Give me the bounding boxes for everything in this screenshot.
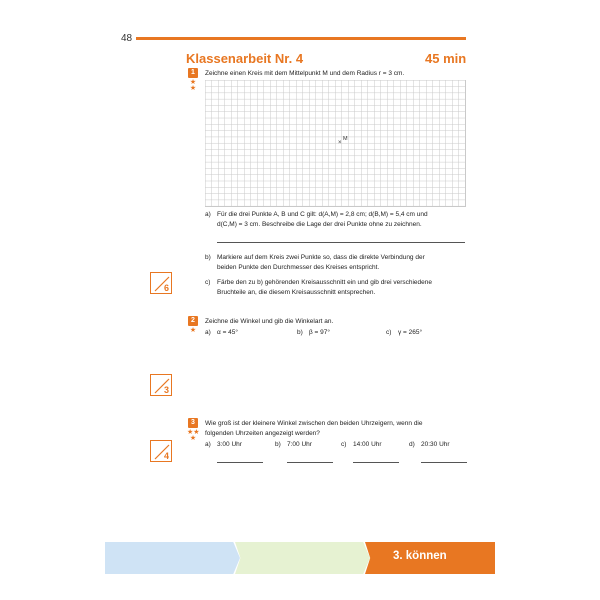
points-value-task3: 4 bbox=[163, 451, 169, 461]
point-m-label: M bbox=[343, 136, 348, 142]
task2-b-text: β = 97° bbox=[309, 329, 330, 336]
task2-a-text: α = 45° bbox=[217, 329, 238, 336]
points-box-task2[interactable] bbox=[150, 374, 172, 396]
points-box-task1[interactable] bbox=[150, 272, 172, 294]
task3-c-text: 14:00 Uhr bbox=[353, 441, 382, 448]
drawing-grid[interactable] bbox=[205, 80, 466, 207]
task2-b-label: b) bbox=[297, 329, 303, 336]
task3-instruction-1: Wie groß ist der kleinere Winkel zwischen den beiden Uhrzeigern, wenn die bbox=[205, 420, 423, 427]
task1-instruction: Zeichne einen Kreis mit dem Mittelpunkt M und dem Radius r = 3 cm. bbox=[205, 70, 405, 77]
task3-d-label: d) bbox=[409, 441, 415, 448]
task-number-3: 3 bbox=[188, 418, 198, 428]
page-number: 48 bbox=[121, 33, 133, 44]
task1-b-label: b) bbox=[205, 254, 211, 261]
task1-c-text-1: Färbe den zu b) gehörenden Kreisausschnitt ein und gib drei verschiedene bbox=[217, 279, 432, 286]
banner-segment-1 bbox=[105, 542, 240, 574]
task3-instruction-2: folgenden Uhrzeiten angezeigt werden? bbox=[205, 430, 320, 437]
point-m-marker: × bbox=[338, 140, 342, 146]
task1-b-text-2: beiden Punkte den Durchmesser des Kreises entspricht. bbox=[217, 264, 380, 271]
score-slash-icon bbox=[151, 441, 173, 463]
points-box-task3[interactable] bbox=[150, 440, 172, 462]
task2-instruction: Zeichne die Winkel und gib die Winkelart an. bbox=[205, 318, 334, 325]
banner-segment-2 bbox=[235, 542, 370, 574]
task1-c-label: c) bbox=[205, 279, 211, 286]
task-number-2: 2 bbox=[188, 316, 198, 326]
task2-c-text: γ = 265° bbox=[398, 329, 423, 336]
difficulty-stars-2: ★ bbox=[189, 327, 197, 334]
points-value-task2: 3 bbox=[163, 385, 169, 395]
section-label: 3. können bbox=[393, 550, 447, 562]
task1-c-text-2: Bruchteile an, die diesem Kreisausschnitt entsprechen. bbox=[217, 289, 376, 296]
points-value-task1: 6 bbox=[163, 283, 169, 293]
exam-duration: 45 min bbox=[425, 51, 467, 66]
task1-a-text-2: d(C,M) = 3 cm. Beschreibe die Lage der drei Punkte ohne zu zeichnen. bbox=[217, 221, 422, 228]
task1-b-text-1: Markiere auf dem Kreis zwei Punkte so, dass die direkte Verbindung der bbox=[217, 254, 425, 261]
answer-line-3b[interactable] bbox=[287, 462, 333, 463]
score-slash-icon bbox=[151, 375, 173, 397]
page-title: Klassenarbeit Nr. 4 bbox=[186, 51, 304, 66]
task3-b-label: b) bbox=[275, 441, 281, 448]
task3-b-text: 7:00 Uhr bbox=[287, 441, 312, 448]
task-number-1: 1 bbox=[188, 68, 198, 78]
score-slash-icon bbox=[151, 273, 173, 295]
answer-line-3c[interactable] bbox=[353, 462, 399, 463]
answer-line-1a[interactable] bbox=[217, 242, 465, 243]
answer-line-3d[interactable] bbox=[421, 462, 467, 463]
task2-c-label: c) bbox=[386, 329, 392, 336]
task3-c-label: c) bbox=[341, 441, 347, 448]
task3-a-text: 3:00 Uhr bbox=[217, 441, 242, 448]
difficulty-stars-1: ★ ★ bbox=[189, 79, 197, 92]
task1-a-text-1: Für die drei Punkte A, B und C gilt: d(A,M) = 2,8 cm; d(B,M) = 5,4 cm und bbox=[217, 211, 428, 218]
answer-line-3a[interactable] bbox=[217, 462, 263, 463]
task2-a-label: a) bbox=[205, 329, 211, 336]
task3-d-text: 20:30 Uhr bbox=[421, 441, 450, 448]
task3-a-label: a) bbox=[205, 441, 211, 448]
task1-a-label: a) bbox=[205, 211, 211, 218]
header-rule bbox=[136, 37, 466, 40]
difficulty-stars-3: ★★ ★ bbox=[187, 429, 200, 442]
